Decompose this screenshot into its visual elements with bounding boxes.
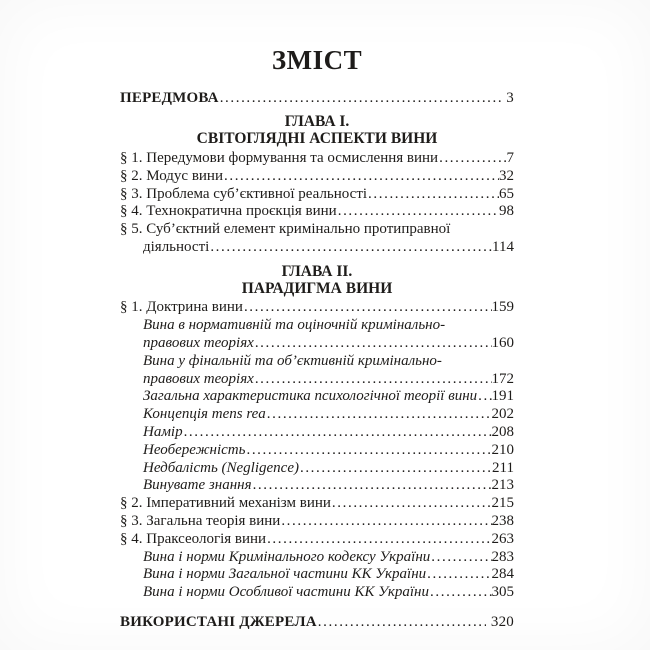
- toc-entry: [120, 353, 514, 371]
- toc-entry: [120, 203, 514, 221]
- dot-leader: [430, 549, 491, 567]
- entry-label: § 1. Доктрина вини: [120, 299, 243, 316]
- entry-label: ВИКОРИСТАНІ ДЖЕРЕЛА: [120, 614, 317, 630]
- toc-rows: [120, 90, 514, 632]
- entry-label: Намір: [143, 424, 183, 441]
- entry-label: Вина в нормативній та оціночній кримінально-: [143, 317, 446, 334]
- chapter-line: ГЛАВА II.: [281, 262, 353, 280]
- toc-entry: [120, 371, 514, 389]
- entry-page: 202: [491, 406, 514, 423]
- dot-leader: [317, 614, 486, 632]
- entry-label: § 5. Суб’єктний елемент кримінально протиправної: [120, 221, 451, 238]
- dot-leader: [266, 531, 491, 549]
- entry-page: 7: [506, 150, 514, 167]
- entry-page: 191: [491, 388, 514, 405]
- chapter-heading: [120, 114, 514, 148]
- entry-page: 305: [491, 584, 514, 601]
- entry-page: 98: [499, 203, 514, 220]
- toc-entry: [120, 614, 514, 632]
- dot-leader: [223, 168, 499, 186]
- toc-entry: [120, 150, 514, 168]
- entry-label: § 3. Загальна теорія вини: [120, 513, 281, 530]
- entry-label: Вина і норми Загальної частини КК України: [143, 566, 427, 583]
- dot-leader: [438, 150, 506, 168]
- dot-leader: [254, 371, 492, 389]
- toc-entry: [120, 566, 514, 584]
- toc-entry: [120, 388, 514, 406]
- entry-page: 284: [491, 566, 514, 583]
- entry-label: діяльності: [143, 239, 210, 256]
- entry-label: § 4. Праксеологія вини: [120, 530, 267, 547]
- toc-entry: [120, 317, 514, 335]
- toc-entry: [120, 335, 514, 353]
- entry-label: правових теоріях: [143, 335, 254, 352]
- toc-entry: [120, 90, 514, 108]
- dot-leader: [426, 566, 491, 584]
- chapter-heading: [120, 264, 514, 298]
- dot-leader: [183, 424, 492, 442]
- toc-entry: [120, 495, 514, 513]
- dot-leader: [477, 388, 491, 406]
- toc-entry: [120, 168, 514, 186]
- dot-leader: [243, 299, 492, 317]
- toc-entry: [120, 406, 514, 424]
- toc-entry: [120, 239, 514, 257]
- toc-entry: [120, 424, 514, 442]
- toc-entry: [120, 513, 514, 531]
- toc-entry: [120, 531, 514, 549]
- chapter-line: ПАРАДИГМА ВИНИ: [241, 279, 393, 297]
- entry-label: Вина і норми Особливої частини КК України: [143, 584, 430, 601]
- dot-leader: [252, 477, 492, 495]
- entry-page: 32: [499, 167, 514, 184]
- entry-label: правових теоріях: [143, 370, 254, 387]
- entry-page: 160: [491, 335, 514, 352]
- entry-label: Концепція mens rea: [143, 406, 266, 423]
- entry-page: 210: [491, 441, 514, 458]
- entry-label: § 3. Проблема суб’єктивної реальності: [120, 185, 368, 202]
- toc-entry: [120, 186, 514, 204]
- entry-page: 263: [491, 530, 514, 547]
- entry-page: 208: [491, 424, 514, 441]
- dot-leader: [367, 186, 499, 204]
- toc-entry: [120, 460, 514, 478]
- entry-page: 114: [492, 239, 514, 256]
- entry-page: 213: [491, 477, 514, 494]
- dot-leader: [254, 335, 492, 353]
- chapter-line: ГЛАВА I.: [284, 113, 350, 131]
- entry-page: 320: [490, 614, 514, 630]
- entry-page: 3: [506, 89, 514, 106]
- dot-leader: [219, 90, 502, 108]
- dot-leader: [429, 584, 491, 602]
- toc-entry: [120, 299, 514, 317]
- dot-leader: [299, 460, 492, 478]
- dot-leader: [331, 495, 492, 513]
- toc-entry: [120, 549, 514, 567]
- entry-label: Винувате знання: [143, 477, 252, 494]
- entry-page: 65: [499, 185, 514, 202]
- entry-label: § 2. Модус вини: [120, 167, 223, 184]
- entry-page: 211: [492, 459, 514, 476]
- entry-page: 159: [491, 299, 514, 316]
- dot-leader: [266, 406, 492, 424]
- dot-leader: [209, 239, 492, 257]
- dot-leader: [245, 442, 491, 460]
- entry-label: Загальна характеристика психологічної теорії вини: [143, 388, 478, 405]
- entry-label: § 4. Технократична проєкція вини: [120, 203, 337, 220]
- page-title: ЗМІСТ: [271, 45, 363, 75]
- entry-page: 215: [491, 495, 514, 512]
- toc-entry: [120, 477, 514, 495]
- toc-entry: [120, 221, 514, 239]
- toc-entry: [120, 584, 514, 602]
- entry-page: 172: [491, 370, 514, 387]
- entry-label: Необережність: [143, 441, 246, 458]
- entry-label: § 2. Імперативний механізм вини: [120, 495, 331, 512]
- toc-entry: [120, 442, 514, 460]
- entry-page: 283: [491, 548, 514, 565]
- dot-leader: [280, 513, 491, 531]
- entry-label: Недбалість (Negligence): [143, 459, 299, 476]
- entry-label: § 1. Передумови формування та осмислення вини: [120, 150, 439, 167]
- entry-label: ПЕРЕДМОВА: [120, 89, 219, 106]
- chapter-line: СВІТОГЛЯДНІ АСПЕКТИ ВИНИ: [196, 130, 438, 148]
- entry-label: Вина у фінальній та об’єктивній кримінально-: [143, 352, 442, 369]
- entry-label: Вина і норми Кримінального кодексу України: [143, 548, 431, 565]
- dot-leader: [337, 203, 499, 221]
- entry-page: 238: [491, 513, 514, 530]
